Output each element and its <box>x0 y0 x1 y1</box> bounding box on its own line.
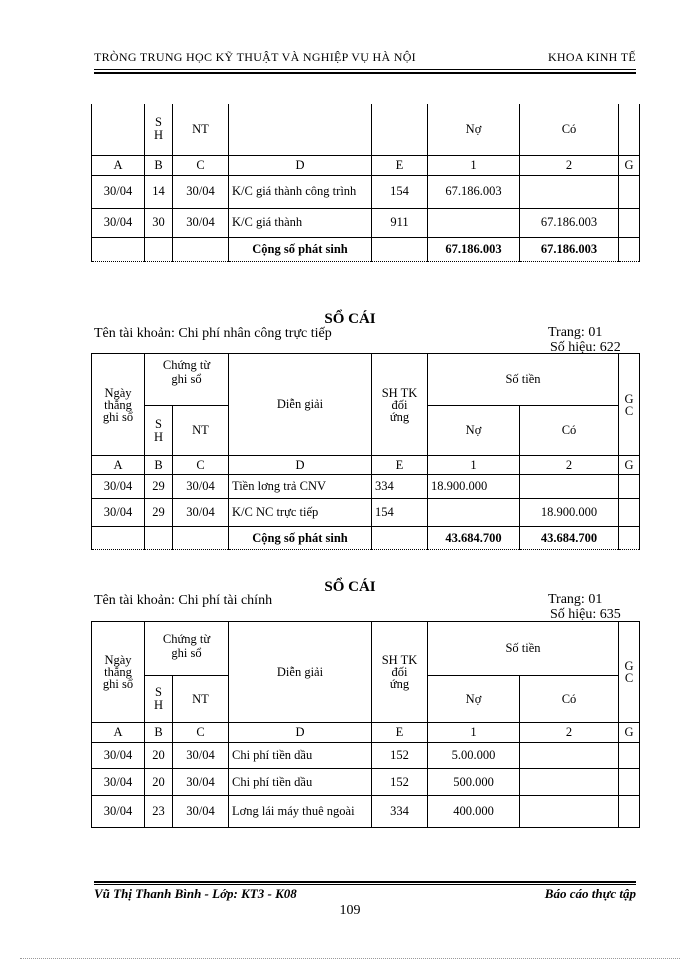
col-sh: S H <box>145 104 173 155</box>
total-row: Cộng số phát sinh 67.186.003 67.186.003 <box>92 237 640 261</box>
col-letter: B <box>145 155 173 175</box>
footer-rule <box>94 881 636 883</box>
col-debit: Nợ <box>428 406 520 456</box>
table-row: 30/04 20 30/04 Chi phí tiền dầu 152 5.00.000 <box>92 743 640 769</box>
col-date: Ngày thắng ghi sổ <box>92 354 145 456</box>
ledger-table-635: Ngày thắng ghi sổ Chứng từ ghi sổ Diễn giải SH TK đối ứng Số tiền G C S H NT Nợ Có A B C D E 1 2 G 30/04 20 30/04 Chi phí tiền dầu 152 5.00.000 30/04 20 30/04 Chi phí tiền dầu 152 500.000 30/04 23 30/04 Lơng lái máy thuê ngoài 334 400.000 <box>91 621 640 828</box>
col-letter: A <box>92 155 145 175</box>
table-row: 30/04 20 30/04 Chi phí tiền dầu 152 500.000 <box>92 769 640 796</box>
col-account: SH TK đối ứng <box>372 622 428 723</box>
col-description: Diễn giải <box>229 622 372 723</box>
col-sh: S H <box>145 676 173 723</box>
page-label: Trang: 01 <box>548 592 603 607</box>
table-row: 30/04 23 30/04 Lơng lái máy thuê ngoài 334 400.000 <box>92 796 640 828</box>
page-bottom-divider <box>20 958 680 959</box>
page-footer <box>94 886 636 902</box>
col-letter: C <box>173 155 229 175</box>
header-rule <box>94 69 636 70</box>
col-letter: G <box>619 155 640 175</box>
col-description: Diễn giải <box>229 354 372 456</box>
col-voucher: Chứng từ ghi sổ <box>145 622 229 676</box>
header-rule-thick <box>94 72 636 74</box>
col-letter: D <box>229 155 372 175</box>
account-code: Số hiệu: 635 <box>550 607 621 622</box>
report-title: Báo cáo thực tập <box>544 886 636 901</box>
table-row: 30/04 30 30/04 K/C giá thành 911 67.186.003 <box>92 208 640 237</box>
account-name: Tên tài khoản: Chi phí tài chính <box>94 593 273 608</box>
col-letter: E <box>372 155 428 175</box>
table-row: 30/04 29 30/04 Tiền lơng trả CNV 334 18.900.000 <box>92 475 640 499</box>
school-name: TRÒNG TRUNG HỌC KỸ THUẬT VÀ NGHIỆP VỤ HÀ NỘI <box>94 50 416 64</box>
page-number: 109 <box>339 903 361 918</box>
col-amount: Số tiền <box>428 354 619 406</box>
ledger-table-continued <box>91 104 640 262</box>
col-credit: Có <box>520 676 619 723</box>
col-note: G C <box>619 622 640 723</box>
ledger-title: SỔ CÁI <box>324 579 376 595</box>
col-nt: NT <box>173 676 229 723</box>
page-header <box>94 46 636 66</box>
col-voucher: Chứng từ ghi sổ <box>145 354 229 406</box>
ledger-table-622: Ngày thắng ghi sổ Chứng từ ghi sổ Diễn giải SH TK đối ứng Số tiền G C S H NT Nợ Có A B C D E 1 2 G 30/04 29 30/04 Tiền lơng trả CNV 334 18.900.000 30/04 29 30/04 K/C NC trực tiếp 154 18.900.000 Cộng số phát sinh 43.684.700 43.684.700 <box>91 353 640 550</box>
col-sh: S H <box>145 406 173 456</box>
col-debit: Nợ <box>428 104 520 155</box>
col-letter: 2 <box>520 155 619 175</box>
col-letter: 1 <box>428 155 520 175</box>
col-date: Ngày thắng ghi sổ <box>92 622 145 723</box>
table-row: 30/04 14 30/04 K/C giá thành công trình 154 67.186.003 <box>92 175 640 208</box>
footer-rule-thin <box>94 884 636 885</box>
total-row: Cộng số phát sinh 43.684.700 43.684.700 <box>92 527 640 550</box>
account-name: Tên tài khoản: Chi phí nhân công trực tiếp <box>94 326 332 341</box>
col-nt: NT <box>173 104 229 155</box>
col-credit: Có <box>520 104 619 155</box>
ledger-title: SỔ CÁI <box>324 311 376 327</box>
table-row: 30/04 29 30/04 K/C NC trực tiếp 154 18.900.000 <box>92 499 640 527</box>
account-code: Số hiệu: 622 <box>550 340 621 355</box>
col-debit: Nợ <box>428 676 520 723</box>
col-nt: NT <box>173 406 229 456</box>
page-label: Trang: 01 <box>548 325 603 340</box>
faculty-name: KHOA KINH TẾ <box>547 50 636 64</box>
col-account: SH TK đối ứng <box>372 354 428 456</box>
col-note: G C <box>619 354 640 456</box>
col-amount: Số tiền <box>428 622 619 676</box>
col-credit: Có <box>520 406 619 456</box>
author-line: Vũ Thị Thanh Bình - Lớp: KT3 - K08 <box>94 886 297 901</box>
